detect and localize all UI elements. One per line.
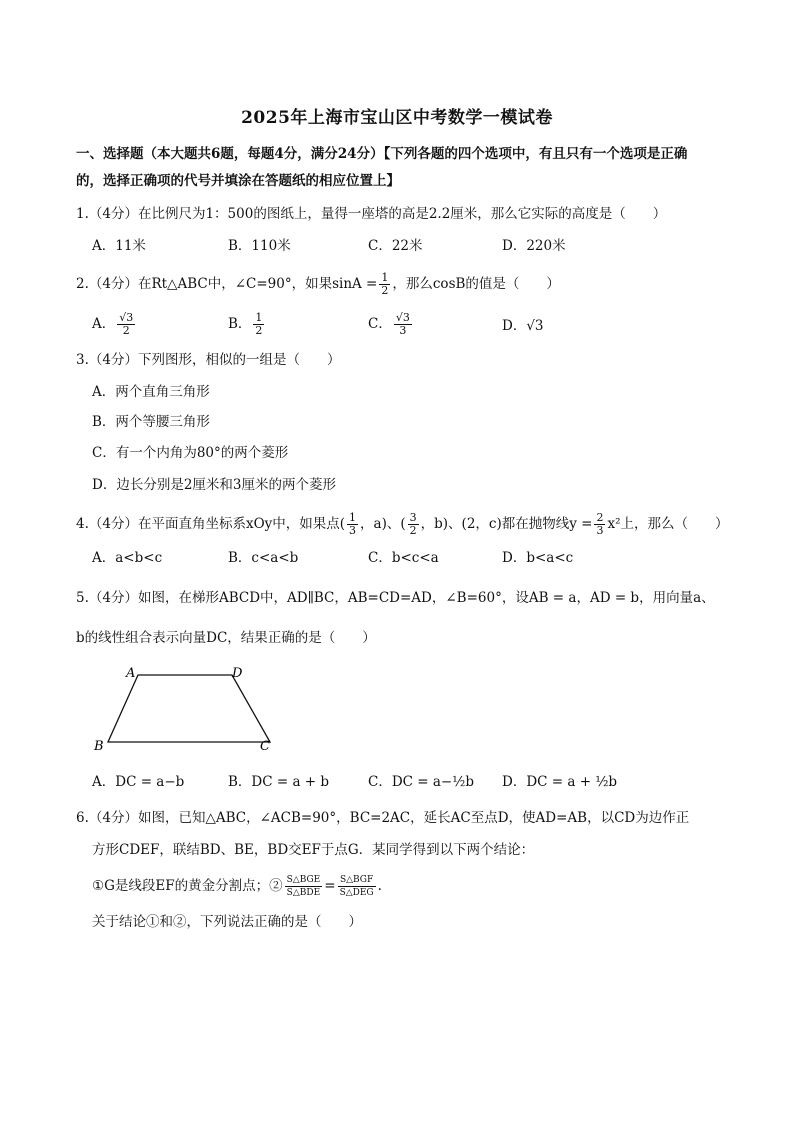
question-2-stem	[76, 272, 560, 297]
vertex-label-c: C	[260, 739, 270, 754]
q2-option-d: D．√3	[502, 318, 544, 334]
q4-frac1-den: 3	[349, 524, 357, 537]
q2-fraction	[379, 272, 390, 297]
question-1-stem: 1.（4分）在比例尺为1：500的图纸上，量得一座塔的高是2.2厘米，那么它实际的高度是（ ）	[76, 206, 667, 222]
q2-option-b-num: 1	[255, 311, 263, 324]
q2-option-a-num: √3	[119, 311, 134, 324]
q2-option-c-num: √3	[395, 311, 410, 324]
question-4-stem	[76, 512, 729, 537]
q6-frac2-den: S△DEG	[339, 888, 374, 898]
q4-option-b: B．c<a<b	[228, 550, 299, 566]
q6-conclusion-text: ①G是线段EF的黄金分割点；②	[92, 878, 283, 894]
section-heading-line2: 的，选择正确项的代号并填涂在答题纸的相应位置上】	[76, 173, 400, 189]
q6-frac1-num: S△BGE	[286, 875, 321, 885]
q6-frac2-num: S△BGF	[338, 874, 376, 887]
q2-option-b-den: 2	[255, 324, 263, 337]
q1-option-a: A．11米	[92, 238, 146, 254]
q4-stem-part-c: ，b)、(2，c)都在抛物线y =	[420, 516, 593, 532]
question-3-stem: 3.（4分）下列图形，相似的一组是（ ）	[76, 352, 341, 368]
q2-option-a	[92, 312, 137, 337]
q4-frac1-num: 1	[349, 511, 357, 524]
question-6-stem-line4: 关于结论①和②，下列说法正确的是（ ）	[92, 914, 362, 930]
q2-frac-denominator: 2	[381, 284, 389, 297]
q3-option-b: B．两个等腰三角形	[92, 414, 210, 430]
q4-option-c: C．b<c<a	[368, 550, 439, 566]
q5-option-c: C．DC = a−½b	[368, 774, 474, 790]
question-5-stem-line2: b的线性组合表示向量DC，结果正确的是（ ）	[76, 630, 376, 646]
q2-stem-part-a: 2.（4分）在Rt△ABC中，∠C=90°，如果sinA =	[76, 276, 378, 292]
q2-stem-part-b: ，那么cosB的值是（ ）	[392, 276, 560, 292]
q4-frac2-den: 2	[409, 524, 417, 537]
question-6-stem-line3	[92, 874, 382, 899]
question-6-stem-line1: 6.（4分）如图，已知△ABC，∠ACB=90°，BC=2AC，延长AC至点D，使AD=AB，以CD为边作正	[76, 810, 690, 826]
q5-option-a: A．DC = a−b	[92, 774, 185, 790]
q4-stem-part-a: 4.（4分）在平面直角坐标系xOy中，如果点(	[76, 516, 346, 532]
q2-option-a-den: 2	[122, 324, 130, 337]
question-6-stem-line2: 方形CDEF，联结BD、BE，BD交EF于点G．某同学得到以下两个结论：	[92, 842, 535, 858]
q2-option-c-label: C．	[368, 316, 392, 332]
q2-option-b-label: B．	[228, 316, 252, 332]
q4-stem-part-b: ，a)、(	[360, 516, 406, 532]
q4-frac3-den: 3	[596, 524, 604, 537]
q2-frac-numerator: 1	[381, 271, 389, 284]
q1-option-b: B．110米	[228, 238, 291, 254]
q4-option-a: A．a<b<c	[92, 550, 163, 566]
q3-option-c: C．有一个内角为80°的两个菱形	[92, 445, 289, 461]
vertex-label-b: B	[94, 739, 104, 754]
q6-frac1-den: S△BDE	[286, 888, 321, 898]
q6-period: .	[377, 878, 382, 894]
vertex-label-d: D	[232, 666, 243, 681]
section-heading-line1: 一、选择题（本大题共6题，每题4分，满分24分）【下列各题的四个选项中，有且只有一个选项是正确	[76, 146, 688, 162]
q2-option-b	[228, 312, 266, 337]
q2-option-a-label: A．	[92, 316, 116, 332]
page-title: 2025年上海市宝山区中考数学一模试卷	[241, 108, 553, 128]
q4-frac3-num: 2	[596, 511, 604, 524]
q3-option-d: D．边长分别是2厘米和3厘米的两个菱形	[92, 477, 337, 493]
q2-option-c-den: 3	[399, 324, 407, 337]
vertex-label-a: A	[126, 666, 136, 681]
q4-frac2-num: 3	[409, 511, 417, 524]
trapezoid-figure	[90, 660, 290, 760]
q1-option-c: C．22米	[368, 238, 423, 254]
q1-option-d: D．220米	[502, 238, 566, 254]
q4-option-d: D．b<a<c	[502, 550, 574, 566]
q6-equals: =	[324, 878, 336, 894]
trapezoid-shape	[108, 675, 270, 742]
q5-option-d: D．DC = a + ½b	[502, 774, 618, 790]
q2-option-c	[368, 312, 414, 337]
q4-stem-part-d: x²上，那么（ ）	[607, 516, 729, 532]
q3-option-a: A．两个直角三角形	[92, 384, 210, 400]
question-5-stem-line1: 5.（4分）如图，在梯形ABCD中，AD∥BC，AB=CD=AD，∠B=60°，设AB = a，AD = b，用向量a、	[76, 590, 715, 606]
q5-option-b: B．DC = a + b	[228, 774, 330, 790]
